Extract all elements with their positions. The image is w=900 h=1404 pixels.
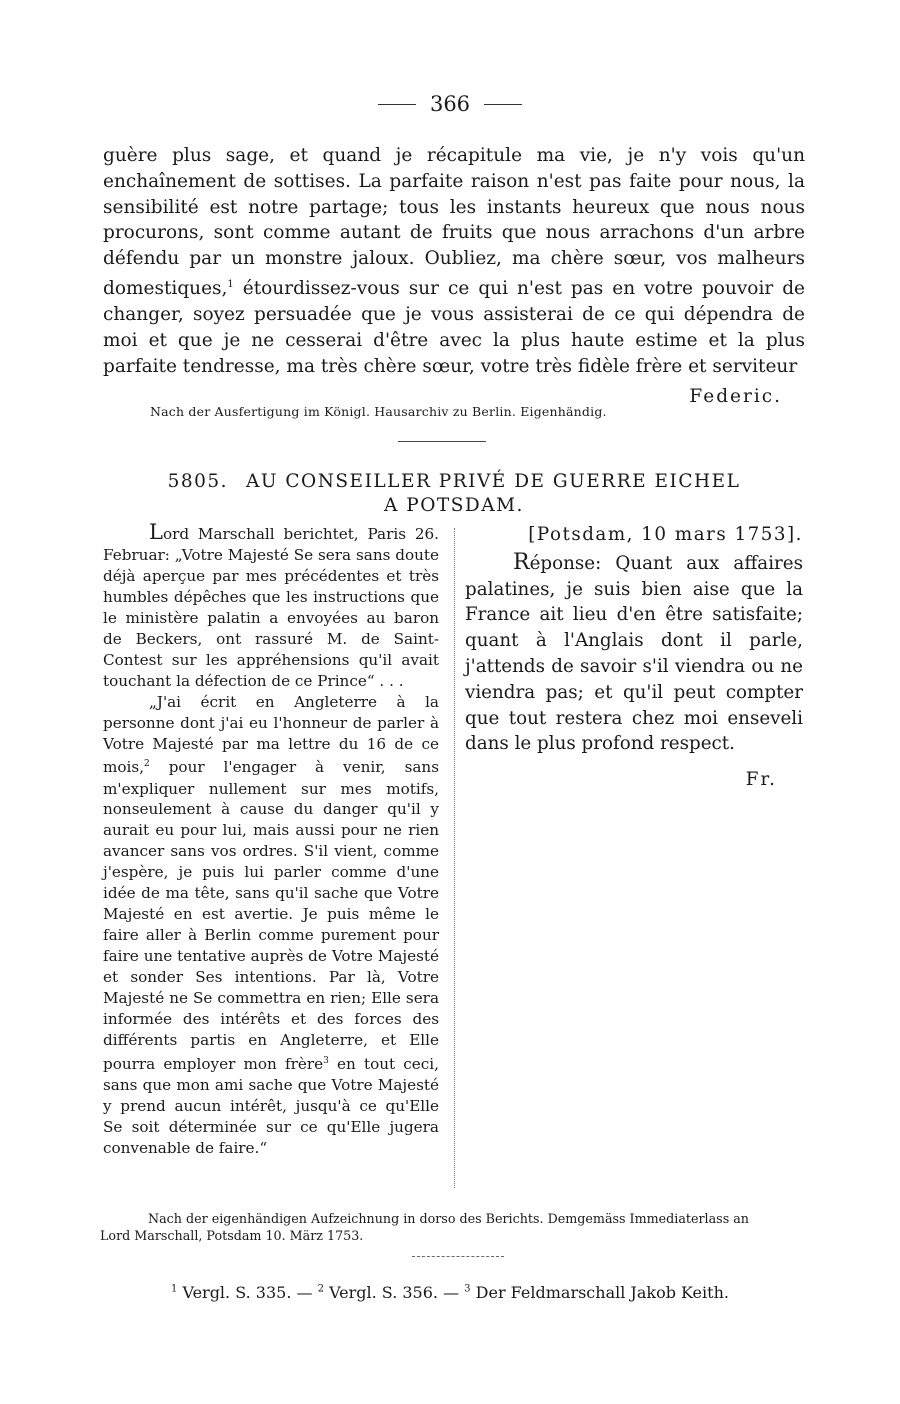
continued-paragraph <box>103 143 805 379</box>
footnote-divider <box>412 1256 504 1257</box>
report-column <box>103 522 439 1159</box>
footnote-mark-3: 3 <box>464 1283 471 1295</box>
header-dash-right <box>484 104 522 105</box>
page-header <box>0 92 900 116</box>
signature-fr: Fr. <box>745 769 777 791</box>
column-divider <box>454 528 455 1188</box>
footnote-3 <box>464 1283 729 1302</box>
footnote-ref-3: 3 <box>323 1055 329 1066</box>
reply-text: éponse: Quant aux affaires palatines, je suis bien aise que la France ait lieu d'en être satisfaite; quant à l'Anglais dont il parle, j'attends de savoir s'il viendra ou ne viendra pas; et qu'il peut compter que tout restera chez moi enseveli dans le plus profond respect. <box>465 552 803 755</box>
continued-letter-text <box>103 143 805 379</box>
report-paragraph-2-part2: pour l'engager à venir, sans m'expliquer nullement sur mes motifs, nonseulement à cause du danger qu'il y aurait eu pour lui, mais aussi pour ne rien avancer sans vos ordres. S'il vient, comme j'espère, je puis lui parler comme d'une idée de ma tête, sans qu'il sache que Votre Majesté en est avertie. Je puis même le faire aller à Berlin comme purement pour faire une tentative auprès de Votre Majesté et sonder Ses intentions. Par là, Votre Majesté ne Se commettra en rien; Elle sera informée des intérêts et des forces des différents partis en Angleterre, et Elle pourra employer mon frère <box>103 758 439 1073</box>
archival-note <box>100 1210 804 1244</box>
report-paragraph-2-part1: „J'ai écrit en Angleterre à la personne dont j'ai eu l'honneur de parler à Votre Majesté par ma lettre du 16 de ce mois, <box>103 692 439 777</box>
signature-federic: Federic. <box>689 386 782 407</box>
drop-cap-r: R <box>513 549 530 575</box>
reply-paragraph <box>465 550 803 757</box>
letter-title-line2: A POTSDAM. <box>384 495 524 516</box>
footnote-mark-1: 1 <box>171 1283 178 1295</box>
drop-cap-l: L <box>149 520 163 544</box>
continued-text-part2: étourdissez-vous sur ce qui n'est pas en votre pouvoir de changer, soyez persuadée que je vous assisterai de ce qui dépendra de moi et que je ne cesserai d'être avec la plus haute estime et la plus parfaite tendresse, ma très chère sœur, votre très fidèle frère et serviteur <box>103 278 805 377</box>
letter-heading <box>100 470 808 518</box>
footnote-sep: — <box>296 1283 318 1302</box>
report-paragraph-2-part3: en tout ceci, sans que mon ami sache que Votre Majesté y prend aucun intérêt, jusqu'à ce qu'Elle Se soit déterminée sur ce qu'Elle jugera convenable de faire.“ <box>103 1054 439 1157</box>
section-divider <box>398 441 486 442</box>
reply-column <box>465 522 803 793</box>
source-note: Nach der Ausfertigung im Königl. Hausarchiv zu Berlin. Eigenhändig. <box>150 404 607 419</box>
continued-text-part1: guère plus sage, et quand je récapitule ma vie, je n'y vois qu'un enchaînement de sottises. La parfaite raison n'est pas faite pour nous, la sensibilité est notre partage; tous les instants heureux que nous nous procurons, sont comme autant de fruits que nous arrachons d'un arbre défendu par un monstre jaloux. Oubliez, ma chère sœur, vos malheurs domestiques, <box>103 145 805 300</box>
archival-note-line1: Nach der eigenhändigen Aufzeichnung in dorso des Berichts. Demgemäss Immediaterlass an <box>148 1211 749 1226</box>
report-paragraph-2 <box>103 692 439 1159</box>
footnote-2-text: Vergl. S. 356. <box>329 1283 438 1302</box>
footnote-1-text: Vergl. S. 335. <box>182 1283 292 1302</box>
footnotes <box>0 1283 900 1302</box>
footnote-2 <box>318 1283 438 1302</box>
footnote-ref-2: 2 <box>144 759 150 770</box>
footnote-ref-1: 1 <box>227 278 234 290</box>
report-paragraph-1-text: ord Marschall berichtet, Paris 26. Februar: „Votre Majesté Se sera sans doute déjà aperçue par mes précédentes et très humbles dépêches que les instructions que le ministère palatin a envoyées au baron de Beckers, ont rassuré M. de Saint-Contest sur les appréhensions qu'il avait touchant la défection de ce Prince“ . . . <box>103 525 439 690</box>
footnote-3-text: Der Feldmarschall Jakob Keith. <box>475 1283 729 1302</box>
footnote-sep: — <box>443 1283 465 1302</box>
footnote-mark-2: 2 <box>317 1283 324 1295</box>
dateline: [Potsdam, 10 mars 1753]. <box>528 524 803 545</box>
footnote-1 <box>171 1283 291 1302</box>
page-number: 366 <box>429 92 471 116</box>
archival-note-line2: Lord Marschall, Potsdam 10. März 1753. <box>100 1228 364 1243</box>
header-dash-left <box>378 104 416 105</box>
report-paragraph-1 <box>103 522 439 692</box>
letter-title-line1: AU CONSEILLER PRIVÉ DE GUERRE EICHEL <box>246 471 741 492</box>
letter-number: 5805. <box>167 471 229 492</box>
